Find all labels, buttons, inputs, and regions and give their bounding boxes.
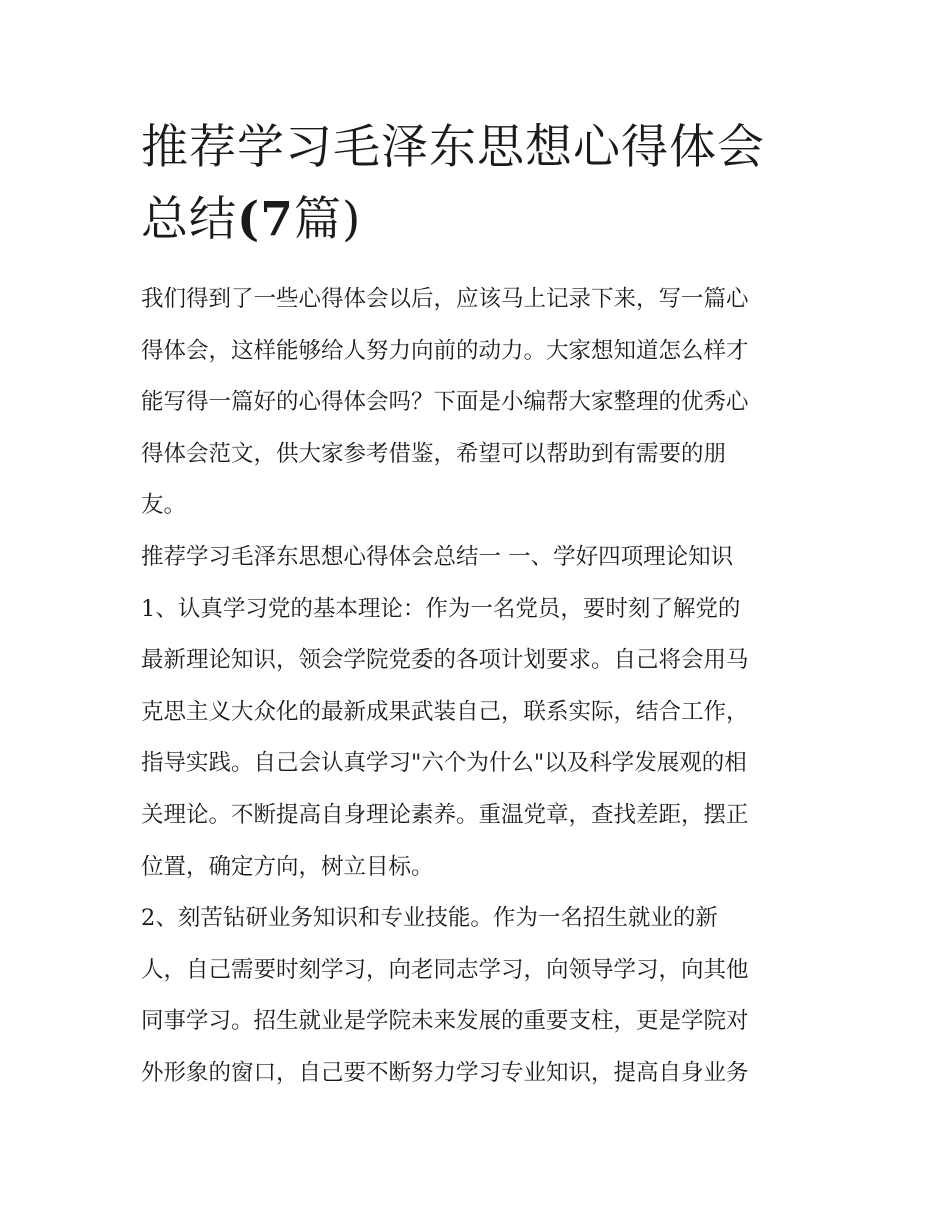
body-line: 我们得到了一些心得体会以后，应该马上记录下来，写一篇心 bbox=[141, 286, 749, 312]
body-line: 指导实践。自己会认真学习"六个为什么"以及科学发展观的相 bbox=[141, 750, 747, 777]
title-line-2-pre: 总结 bbox=[141, 192, 237, 247]
document-title bbox=[141, 112, 813, 256]
title-line-2-num: (7 bbox=[237, 192, 294, 247]
section-heading-line: 推荐学习毛泽东思想心得体会总结一 一、学好四项理论知识 bbox=[141, 543, 734, 570]
body-line: 友。 bbox=[141, 492, 187, 519]
document-body bbox=[141, 274, 813, 1100]
body-line: 2、刻苦钻研业务知识和专业技能。作为一名招生就业的新 bbox=[141, 905, 718, 932]
body-line: 得体会范文，供大家参考借鉴，希望可以帮助到有需要的朋 bbox=[141, 440, 727, 467]
body-line: 最新理论知识，领会学院党委的各项计划要求。自己将会用马 bbox=[141, 647, 749, 674]
body-line: 位置，确定方向，树立目标。 bbox=[141, 853, 434, 880]
body-line: 得体会，这样能够给人努力向前的动力。大家想知道怎么样才 bbox=[141, 337, 749, 364]
body-line: 同事学习。招生就业是学院未来发展的重要支柱，更是学院对 bbox=[141, 1008, 749, 1035]
body-line: 能写得一篇好的心得体会吗？下面是小编帮大家整理的优秀心 bbox=[141, 389, 749, 416]
title-line-1: 推荐学习毛泽东思想心得体会 bbox=[141, 120, 765, 175]
title-line-2 bbox=[141, 184, 813, 256]
body-line: 关理论。不断提高自身理论素养。重温党章，查找差距，摆正 bbox=[141, 801, 749, 828]
body-line: 克思主义大众化的最新成果武装自己，联系实际，结合工作， bbox=[141, 698, 749, 725]
title-line-2-post: 篇) bbox=[293, 192, 362, 247]
body-line: 1、认真学习党的基本理论：作为一名党员，要时刻了解党的 bbox=[141, 595, 741, 622]
body-line: 人，自己需要时刻学习，向老同志学习，向领导学习，向其他 bbox=[141, 956, 749, 983]
body-line: 外形象的窗口，自己要不断努力学习专业知识，提高自身业务 bbox=[141, 1059, 749, 1086]
document-content bbox=[141, 112, 813, 1100]
